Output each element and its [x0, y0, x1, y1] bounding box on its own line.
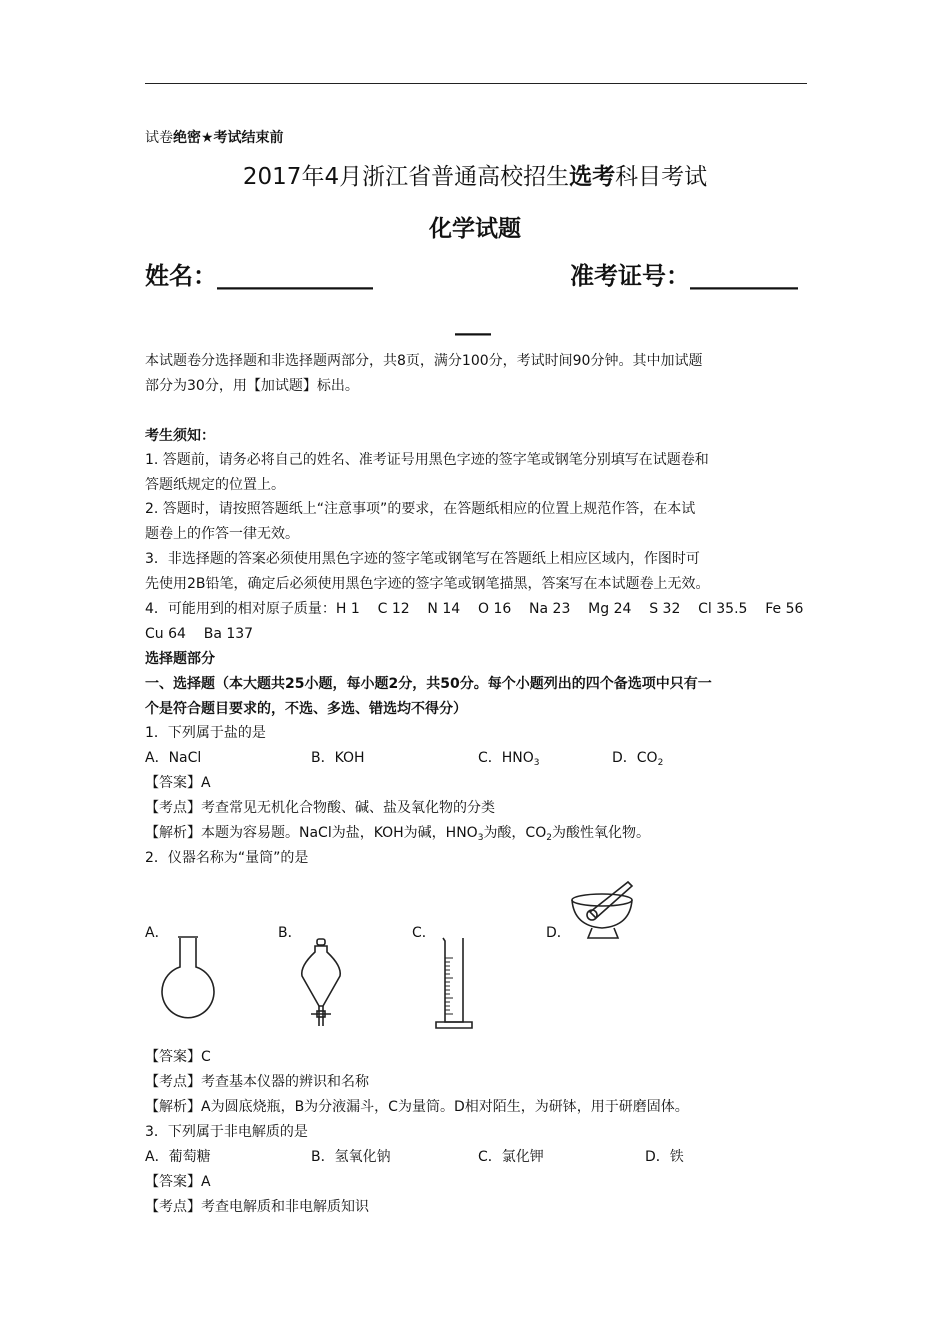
id-blank-continuation: ___	[455, 308, 491, 336]
name-label: 姓名：	[145, 262, 217, 290]
notice-item-3-line-2: 先使用2B铅笔，确定后必须使用黑色字迹的签字笔或钢笔描黑，答案写在本试题卷上无效。	[145, 576, 710, 592]
q2-option-c: C．	[412, 925, 436, 941]
mortar-and-pestle-icon	[568, 878, 638, 942]
q1-option-c-text: C．HNO	[478, 750, 534, 766]
subject-title: 化学试题	[429, 216, 521, 242]
top-rule	[145, 83, 807, 84]
notice-item-4-line-2: Cu 64 Ba 137	[145, 626, 254, 642]
separatory-funnel-icon	[298, 936, 344, 1036]
q3-option-d: D．铁	[645, 1149, 684, 1165]
q3-option-a: A．葡萄糖	[145, 1149, 211, 1165]
q1-option-d	[612, 746, 663, 770]
section-heading-line-1: 一、选择题（本大题共25小题，每小题2分，共50分。每个小题列出的四个备选项中只有一	[145, 676, 712, 692]
id-label: 准考证号：	[570, 262, 690, 290]
q1-option-d-subscript: 2	[657, 758, 664, 768]
section-heading-line-2: 个是符合题目要求的，不选、多选、错选均不得分）	[145, 701, 467, 717]
q1-analysis-part-1: 【解析】本题为容易题。NaCl为盐，KOH为碱，HNO	[145, 825, 478, 841]
q1-analysis-part-3: 为酸性氧化物。	[551, 825, 650, 841]
name-blank: _____________	[217, 262, 373, 290]
q2-option-d: D．	[546, 925, 571, 941]
name-field	[145, 256, 373, 291]
exam-title	[0, 158, 950, 191]
notice-title: 考生须知：	[145, 428, 215, 444]
q1-point: 【考点】考查常见无机化合物酸、碱、盐及氧化物的分类	[145, 800, 495, 816]
round-bottom-flask-icon	[158, 935, 218, 1017]
q2-analysis: 【解析】A为圆底烧瓶，B为分液漏斗，C为量筒。D相对陌生，为研钵，用于研磨固体。	[145, 1099, 689, 1115]
q1-option-a: A．NaCl	[145, 750, 202, 766]
q3-point: 【考点】考查电解质和非电解质知识	[145, 1199, 369, 1215]
q1-option-c-subscript: 3	[533, 758, 540, 768]
q2-option-a: A．	[145, 925, 169, 941]
notice-item-3-line-1: 3．非选择题的答案必须使用黑色字迹的签字笔或钢笔写在答题纸上相应区域内，作图时可	[145, 551, 700, 567]
q1-analysis-sub-1: 3	[477, 833, 484, 843]
q3-answer: 【答案】A	[145, 1174, 211, 1190]
q1-option-b: B．KOH	[311, 750, 365, 766]
id-field	[570, 256, 798, 291]
q2-answer: 【答案】C	[145, 1049, 211, 1065]
confidential-mark: 绝密★考试结束前	[173, 130, 284, 146]
q1-analysis	[145, 821, 650, 845]
confidential-prefix: 试卷	[145, 130, 173, 146]
q1-analysis-sub-2: 2	[546, 833, 552, 843]
intro-line-1: 本试题卷分选择题和非选择题两部分，共8页，满分100分，考试时间90分钟。其中加试题	[145, 353, 703, 369]
section-title: 选择题部分	[145, 651, 215, 667]
q3-option-b: B．氢氧化钠	[311, 1149, 391, 1165]
q3-stem: 3．下列属于非电解质的是	[145, 1124, 308, 1140]
q1-analysis-part-2: 为酸，CO	[483, 825, 547, 841]
intro-line-2: 部分为30分，用【加试题】标出。	[145, 378, 359, 394]
notice-item-4-line-1: 4．可能用到的相对原子质量：H 1 C 12 N 14 O 16 Na 23 Mg 24 S 32 Cl 35.5 Fe 56	[145, 601, 804, 617]
notice-item-1-line-1: 1. 答题前，请务必将自己的姓名、准考证号用黑色字迹的签字笔或钢笔分别填写在试题卷和	[145, 452, 709, 468]
notice-item-2-line-1: 2. 答题时，请按照答题纸上“注意事项”的要求，在答题纸相应的位置上规范作答，在本试	[145, 501, 696, 517]
id-blank: _________	[690, 262, 798, 290]
title-part-2: 科目考试	[615, 164, 708, 190]
q1-answer: 【答案】A	[145, 775, 211, 791]
title-bold: 选考	[569, 164, 616, 190]
graduated-cylinder-icon	[432, 936, 476, 1032]
q2-point: 【考点】考查基本仪器的辨识和名称	[145, 1074, 369, 1090]
q2-option-b: B．	[278, 925, 302, 941]
q1-stem: 1．下列属于盐的是	[145, 725, 266, 741]
q1-option-d-text: D．CO	[612, 750, 658, 766]
notice-item-1-line-2: 答题纸规定的位置上。	[145, 477, 285, 493]
q3-option-c: C．氯化钾	[478, 1149, 544, 1165]
q2-stem: 2．仪器名称为“量筒”的是	[145, 850, 309, 866]
q1-option-c	[478, 746, 540, 770]
notice-item-2-line-2: 题卷上的作答一律无效。	[145, 526, 299, 542]
title-part-1: 2017年4月浙江省普通高校招生	[242, 164, 570, 190]
confidential-line	[145, 127, 284, 147]
